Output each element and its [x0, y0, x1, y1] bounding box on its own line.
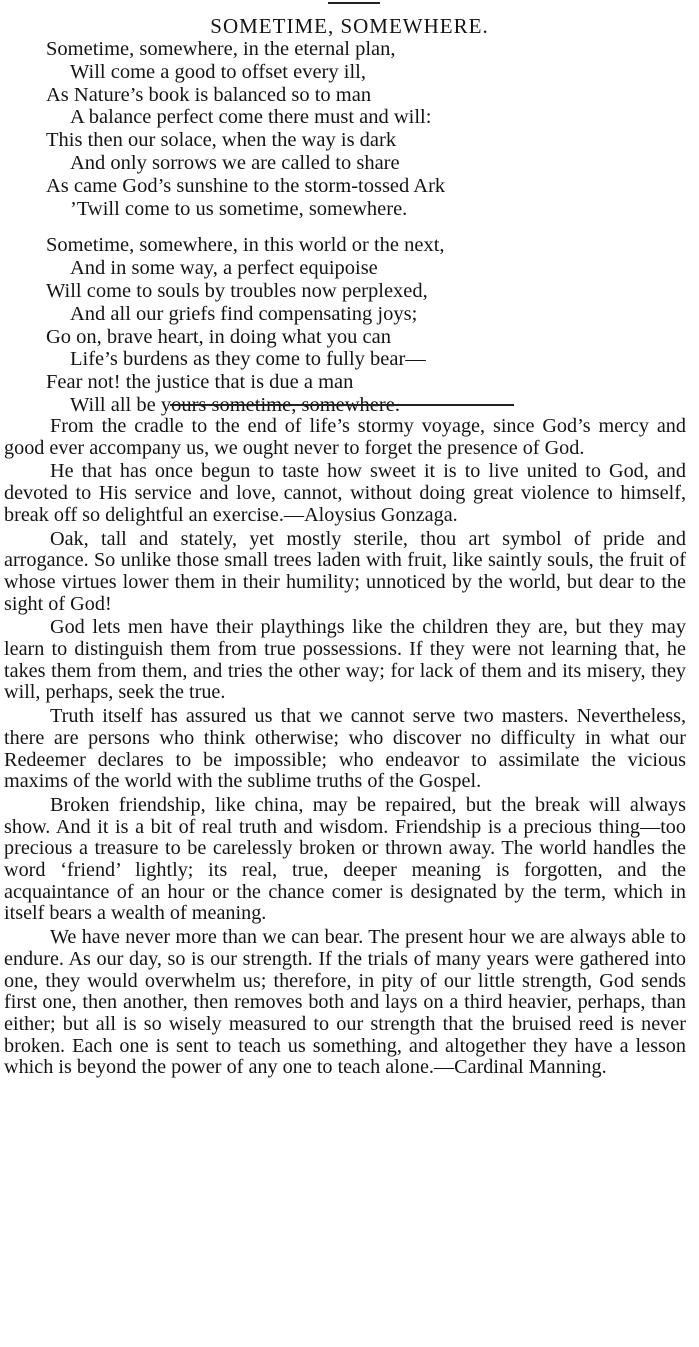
- prose-section: [4, 416, 686, 1081]
- poem-line: As came God’s sunshine to the storm-tossed Ark: [46, 174, 446, 197]
- poem-stanza: [0, 38, 699, 220]
- poem-stanza: [0, 234, 699, 416]
- paragraph: From the cradle to the end of life’s stormy voyage, since God’s mercy and good ever accompany us, we ought never to forget the presence of God.: [4, 415, 686, 459]
- poem-line: Fear not! the justice that is due a man: [46, 371, 354, 394]
- poem-line: Sometime, somewhere, in the eternal plan,: [46, 38, 396, 60]
- section-divider: [170, 404, 514, 406]
- poem-line: And only sorrows we are called to share: [70, 151, 400, 174]
- paragraph: Truth itself has assured us that we cannot serve two masters. Nevertheless, there are persons who think otherwise; who discover no difficulty in what our Redeemer declares to be impossible; who endeavor to assimilate the vicious maxims of the world with the sublime truths of the Gospel.: [4, 705, 686, 793]
- poem-line: ’Twill come to us sometime, somewhere.: [70, 197, 408, 220]
- top-rule: [328, 2, 380, 4]
- paragraph: We have never more than we can bear. The present hour we are always able to endure. As our day, so is our strength. If the trials of many years were gathered into one, they would overwhelm us; therefore, in pity of our little strength, God sends first one, then another, then removes both and lays on a third heavier, perhaps, than either; but all is so wisely measured to our strength that the bruised reed is never broken. Each one is sent to teach us something, and altogether they have a lesson which is beyond the power of any one to teach alone.—Cardinal Manning.: [4, 926, 686, 1079]
- paragraph: Oak, tall and stately, yet mostly sterile, thou art symbol of pride and arrogance. So unlike those small trees laden with fruit, like saintly souls, the fruit of whose virtues lower them in their humility; unnoticed by the world, but dear to the sight of God!: [4, 527, 686, 615]
- poem-line: Life’s burdens as they come to fully bear—: [70, 348, 426, 371]
- poem-line: And all our griefs find compensating joys;: [70, 302, 418, 325]
- poem-line: Will come to souls by troubles now perplexed,: [46, 279, 428, 302]
- poem-line: Will come a good to offset every ill,: [70, 60, 366, 83]
- poem-line: This then our solace, when the way is dark: [46, 129, 397, 152]
- paragraph: God lets men have their playthings like the children they are, but they may learn to distinguish them from true possessions. If they were not learning that, he takes them from them, and tries the other way; for lack of them and its misery, they will, perhaps, seek the true.: [4, 616, 686, 704]
- poem-line: Will all be yours sometime, somewhere.: [70, 393, 400, 416]
- paragraph: He that has once begun to taste how sweet it is to live united to God, and devoted to His service and love, cannot, without doing great violence to himself, break off so delightful an exercise.—Aloysius Gonzaga.: [4, 460, 686, 526]
- poem-line: Go on, brave heart, in doing what you can: [46, 325, 391, 348]
- poem: [0, 38, 699, 417]
- poem-title: SOMETIME, SOMEWHERE.: [210, 14, 489, 38]
- poem-line: As Nature’s book is balanced so to man: [46, 83, 372, 106]
- poem-line: A balance perfect come there must and will:: [70, 106, 432, 129]
- poem-line: Sometime, somewhere, in this world or the next,: [46, 234, 445, 257]
- poem-line: And in some way, a perfect equipoise: [70, 257, 378, 280]
- paragraph: Broken friendship, like china, may be repaired, but the break will always show. And it is a bit of real truth and wisdom. Friendship is a precious thing—too precious a treasure to be carelessly broken or thrown away. The world handles the word ‘friend’ lightly; its real, true, deeper meaning is forgotten, and the acquaintance of an hour or the chance comer is designated by the term, which in itself bears a wealth of meaning.: [4, 793, 686, 925]
